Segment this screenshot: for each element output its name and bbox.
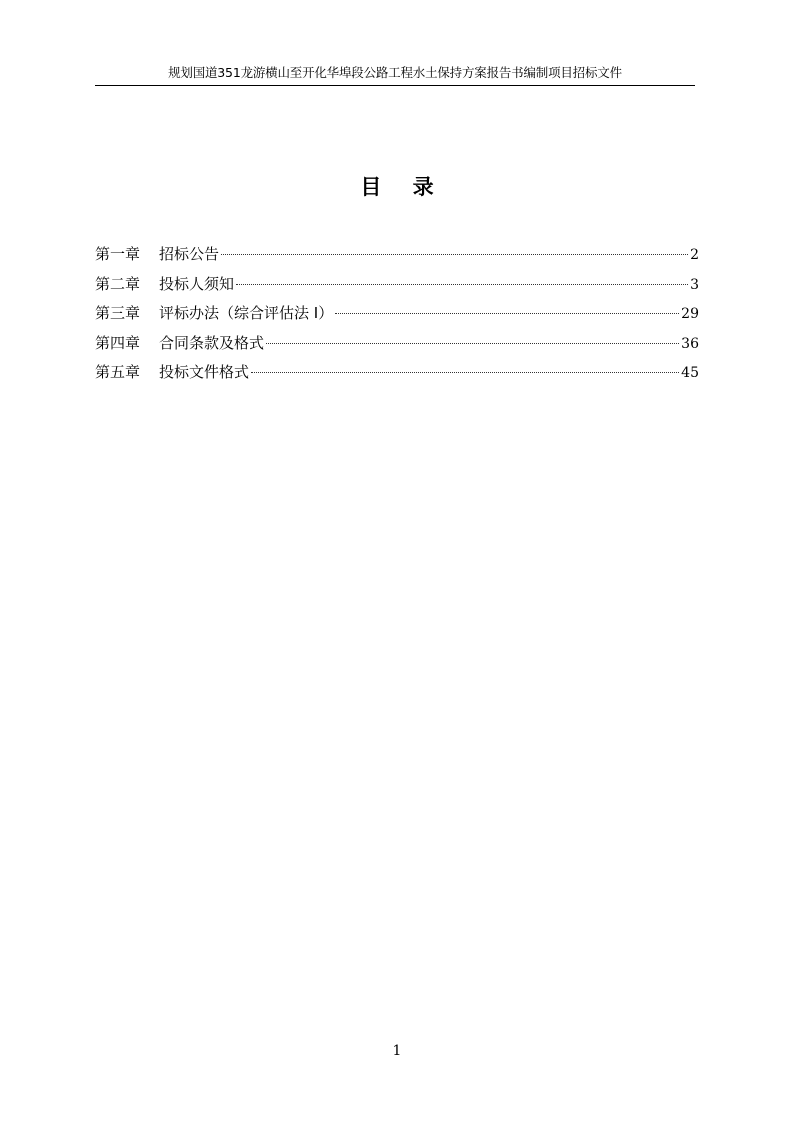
toc-page-number: 29 [681, 306, 699, 322]
toc-chapter-title: 评标办法（综合评估法 I） [159, 304, 334, 322]
toc-chapter-title: 招标公告 [159, 245, 220, 263]
toc-page-number: 2 [690, 247, 699, 263]
toc-dot-leader [251, 372, 679, 373]
toc-page-number: 3 [690, 276, 699, 293]
toc-title: 目 录 [360, 174, 446, 199]
toc-entry-chapter-5[interactable] [95, 358, 699, 388]
toc-chapter-number: 第四章 [95, 333, 141, 352]
toc-entry-chapter-1[interactable] [95, 240, 699, 270]
toc-dot-leader [335, 313, 679, 314]
toc-dot-leader [221, 254, 688, 255]
toc-chapter-title: 合同条款及格式 [159, 333, 265, 352]
toc-page-number: 45 [681, 365, 699, 381]
table-of-contents [95, 240, 699, 388]
toc-chapter-number: 第三章 [95, 304, 141, 322]
running-header: 规划国道351龙游横山至开化华埠段公路工程水土保持方案报告书编制项目招标文件 [95, 64, 695, 86]
toc-dot-leader [266, 343, 679, 344]
toc-chapter-title: 投标人须知 [159, 274, 235, 293]
toc-chapter-number: 第一章 [95, 245, 141, 263]
toc-entry-chapter-2[interactable] [95, 270, 699, 300]
toc-chapter-number: 第五章 [95, 363, 141, 381]
toc-page-number: 36 [681, 335, 699, 352]
page-number: 1 [392, 1043, 402, 1059]
toc-dot-leader [236, 284, 688, 285]
toc-chapter-title: 投标文件格式 [159, 363, 250, 381]
toc-entry-chapter-4[interactable] [95, 329, 699, 359]
toc-chapter-number: 第二章 [95, 274, 141, 293]
toc-entry-chapter-3[interactable] [95, 299, 699, 329]
